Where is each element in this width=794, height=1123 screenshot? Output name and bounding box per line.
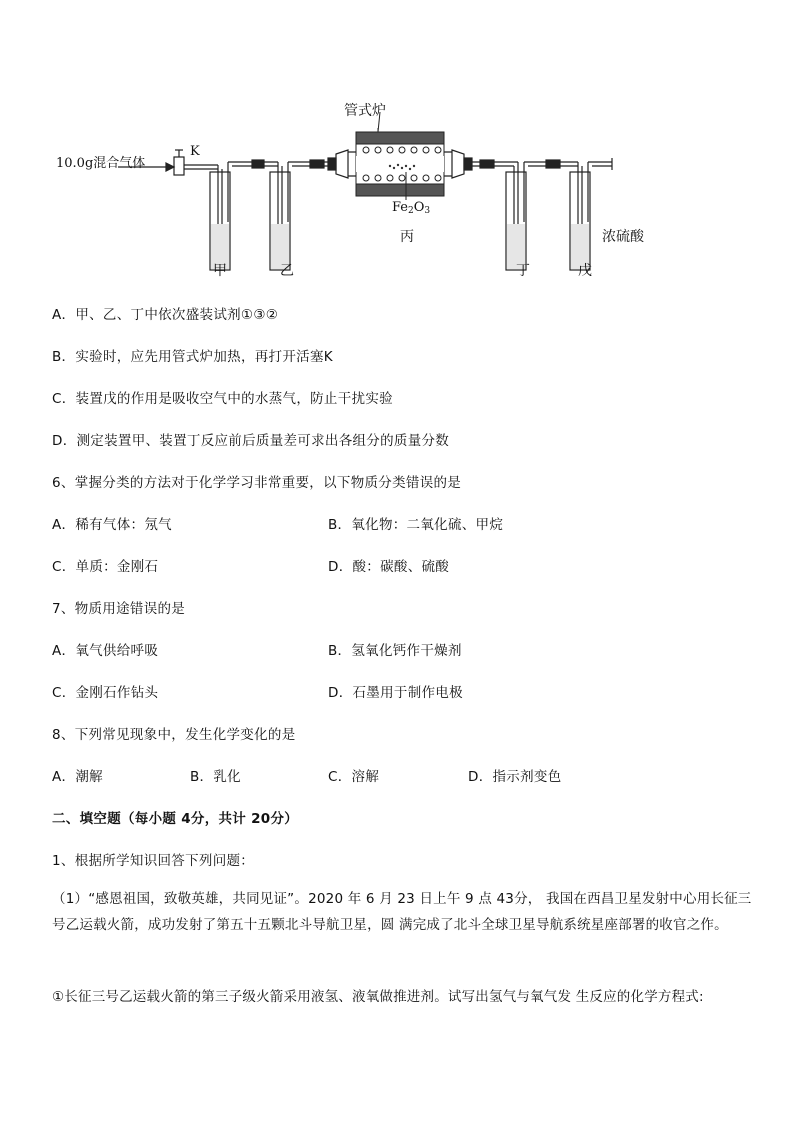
q7-option-b: B．氢氧化钙作干燥剂 — [328, 643, 462, 659]
q8-option-b: B．乳化 — [190, 769, 241, 785]
q5-option-d: D．测定装置甲、装置丁反应前后质量差可求出各组分的质量分数 — [52, 433, 450, 449]
fill-q1-stem: 1、根据所学知识回答下列问题： — [52, 853, 255, 869]
q7-option-a: A．氧气供给呼吸 — [52, 643, 159, 659]
q8-option-d: D．指示剂变色 — [468, 769, 562, 785]
q7-option-d: D．石墨用于制作电极 — [328, 685, 463, 701]
q7-stem: 7、物质用途错误的是 — [52, 601, 186, 617]
reagent-label: $Fe_2O_3$ — [392, 200, 431, 216]
label-wu: 戊 — [578, 263, 592, 279]
section-heading: 二、填空题（每小题 4分，共计 20分） — [52, 811, 299, 827]
q5-option-c: C．装置戊的作用是吸收空气中的水蒸气，防止干扰实验 — [52, 391, 393, 407]
q5-option-a: A．甲、乙、丁中依次盛装试剂①③② — [52, 307, 279, 323]
fill-q1-sub1: ①长征三号乙运载火箭的第三子级火箭采用液氢、液氧做推进剂。试写出氢气与氧气发 生反应的化学方程式: — [52, 989, 704, 1005]
label-jia: 甲 — [213, 263, 227, 279]
label-yi: 乙 — [280, 263, 294, 279]
fill-q1-part1: （1）“感恩祖国，致敬英雄，共同见证”。2020 年 6 月 23 日上午 9 点 43分， 我国在西昌卫星发射中心用长征三号乙运载火箭，成功发射了第五十五颗北斗导航卫星，圆 满完成了北斗全球卫星导航系统星座部署的收官之作。 — [52, 891, 752, 933]
valve-k-label: K — [190, 144, 200, 159]
furnace-label: 管式炉 — [344, 103, 386, 119]
q8-option-c: C．溶解 — [328, 769, 380, 785]
q6-option-c: C．单质：金刚石 — [52, 559, 159, 575]
q6-stem: 6、掌握分类的方法对于化学学习非常重要，以下物质分类错误的是 — [52, 475, 462, 491]
q7-option-c: C．金刚石作钻头 — [52, 685, 159, 701]
q5-option-b: B．实验时，应先用管式炉加热，再打开活塞K — [52, 349, 333, 365]
apparatus-drawing — [40, 92, 760, 292]
q8-option-a: A．潮解 — [52, 769, 103, 785]
label-conc-sulfuric-acid: 浓硫酸 — [602, 229, 644, 245]
apparatus-diagram — [40, 92, 760, 292]
gas-inlet-label: 10.0g混合气体 — [56, 156, 146, 171]
label-ding: 丁 — [516, 263, 530, 279]
q8-stem: 8、下列常见现象中，发生化学变化的是 — [52, 727, 296, 743]
q6-option-d: D．酸：碳酸、硫酸 — [328, 559, 450, 575]
q6-option-b: B．氧化物：二氧化硫、甲烷 — [328, 517, 504, 533]
label-bing: 丙 — [400, 229, 414, 245]
q6-option-a: A．稀有气体：氖气 — [52, 517, 172, 533]
